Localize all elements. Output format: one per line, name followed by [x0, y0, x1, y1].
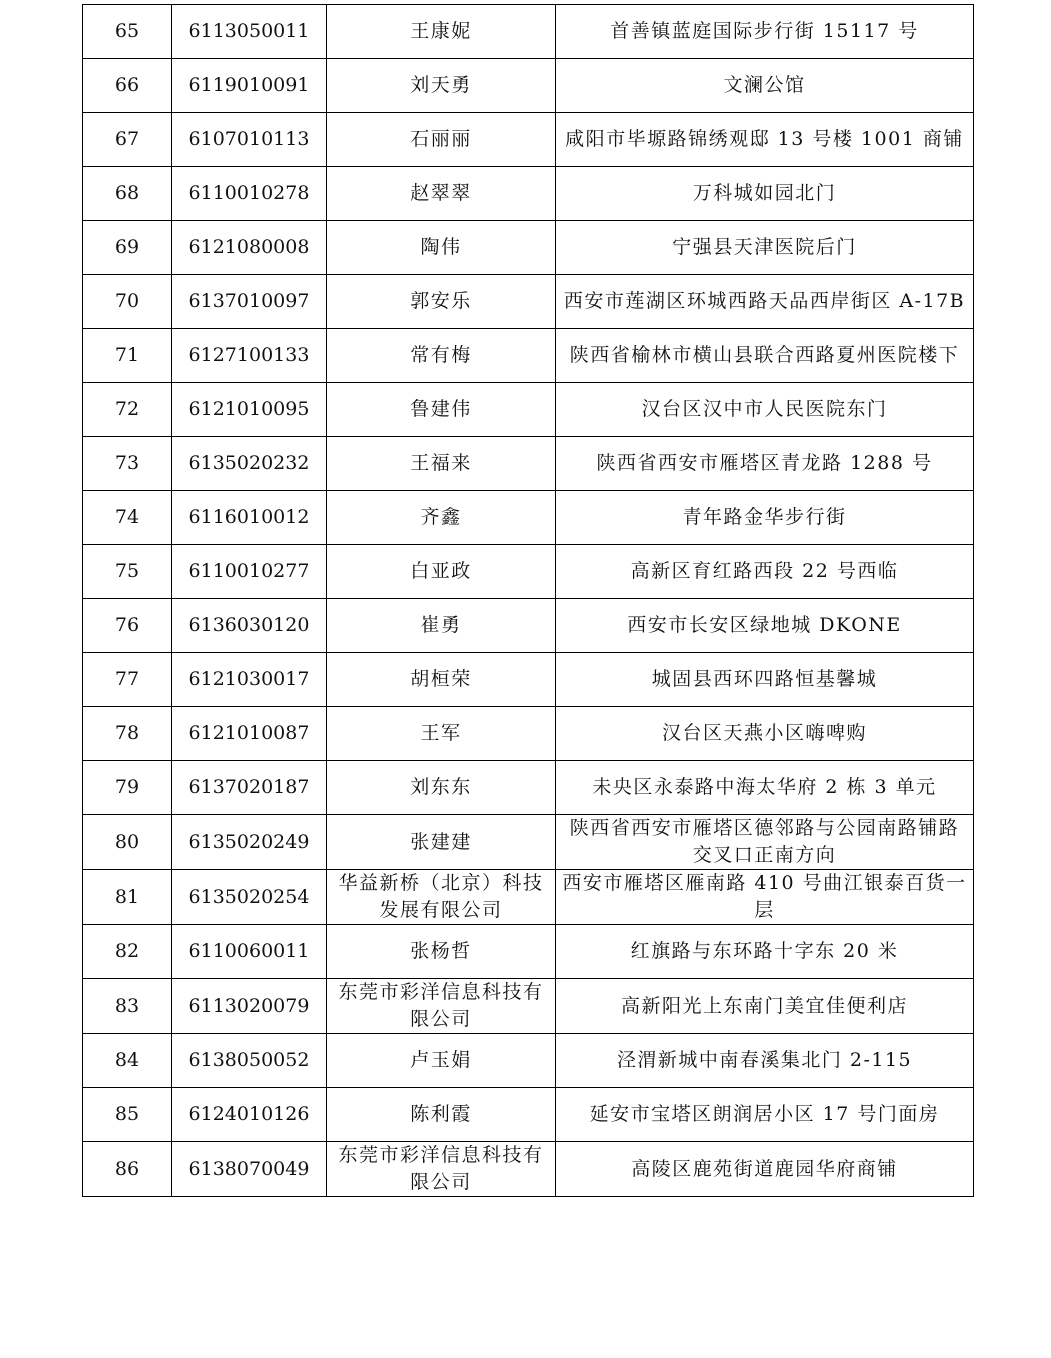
name-cell: 华益新桥（北京）科技发展有限公司 [327, 870, 556, 925]
row-number-cell: 82 [83, 925, 172, 979]
table-row [83, 329, 974, 383]
name-cell: 陶伟 [327, 221, 556, 275]
address-cell: 西安市莲湖区环城西路天品西岸街区 A-17B [556, 275, 974, 329]
name-cell: 石丽丽 [327, 113, 556, 167]
table-row [83, 870, 974, 925]
code-cell: 6113020079 [172, 979, 327, 1034]
code-cell: 6110060011 [172, 925, 327, 979]
address-cell: 高新区育红路西段 22 号西临 [556, 545, 974, 599]
table-row [83, 979, 974, 1034]
address-cell: 青年路金华步行街 [556, 491, 974, 545]
table-row [83, 1034, 974, 1088]
name-cell: 胡桓荣 [327, 653, 556, 707]
name-cell: 张建建 [327, 815, 556, 870]
row-number-cell: 78 [83, 707, 172, 761]
table-row [83, 707, 974, 761]
address-cell: 咸阳市毕塬路锦绣观邸 13 号楼 1001 商铺 [556, 113, 974, 167]
address-cell: 城固县西环四路恒基馨城 [556, 653, 974, 707]
code-cell: 6137020187 [172, 761, 327, 815]
row-number-cell: 81 [83, 870, 172, 925]
name-cell: 刘东东 [327, 761, 556, 815]
table-row [83, 545, 974, 599]
name-cell: 张杨哲 [327, 925, 556, 979]
name-cell: 东莞市彩洋信息科技有限公司 [327, 1142, 556, 1197]
roster-table [82, 4, 974, 1197]
address-cell: 万科城如园北门 [556, 167, 974, 221]
table-row [83, 5, 974, 59]
code-cell: 6136030120 [172, 599, 327, 653]
row-number-cell: 77 [83, 653, 172, 707]
row-number-cell: 67 [83, 113, 172, 167]
table-row [83, 1142, 974, 1197]
row-number-cell: 80 [83, 815, 172, 870]
code-cell: 6113050011 [172, 5, 327, 59]
table-row [83, 925, 974, 979]
name-cell: 陈利霞 [327, 1088, 556, 1142]
code-cell: 6121080008 [172, 221, 327, 275]
address-cell: 未央区永泰路中海太华府 2 栋 3 单元 [556, 761, 974, 815]
row-number-cell: 76 [83, 599, 172, 653]
address-cell: 汉台区天燕小区嗨啤购 [556, 707, 974, 761]
code-cell: 6135020249 [172, 815, 327, 870]
table-row [83, 383, 974, 437]
name-cell: 王福来 [327, 437, 556, 491]
code-cell: 6138050052 [172, 1034, 327, 1088]
row-number-cell: 85 [83, 1088, 172, 1142]
name-cell: 白亚政 [327, 545, 556, 599]
address-cell: 高陵区鹿苑街道鹿园华府商铺 [556, 1142, 974, 1197]
row-number-cell: 68 [83, 167, 172, 221]
roster-table-body [83, 5, 974, 1197]
table-row [83, 437, 974, 491]
table-row [83, 59, 974, 113]
row-number-cell: 84 [83, 1034, 172, 1088]
code-cell: 6121010087 [172, 707, 327, 761]
address-cell: 汉台区汉中市人民医院东门 [556, 383, 974, 437]
code-cell: 6127100133 [172, 329, 327, 383]
address-cell: 泾渭新城中南春溪集北门 2-115 [556, 1034, 974, 1088]
table-row [83, 113, 974, 167]
name-cell: 刘天勇 [327, 59, 556, 113]
name-cell: 卢玉娟 [327, 1034, 556, 1088]
address-cell: 西安市雁塔区雁南路 410 号曲江银泰百货一层 [556, 870, 974, 925]
address-cell: 陕西省西安市雁塔区德邻路与公园南路铺路交叉口正南方向 [556, 815, 974, 870]
address-cell: 延安市宝塔区朗润居小区 17 号门面房 [556, 1088, 974, 1142]
table-row [83, 599, 974, 653]
code-cell: 6107010113 [172, 113, 327, 167]
name-cell: 王军 [327, 707, 556, 761]
code-cell: 6116010012 [172, 491, 327, 545]
table-row [83, 275, 974, 329]
code-cell: 6138070049 [172, 1142, 327, 1197]
table-row [83, 1088, 974, 1142]
code-cell: 6135020232 [172, 437, 327, 491]
address-cell: 陕西省西安市雁塔区青龙路 1288 号 [556, 437, 974, 491]
row-number-cell: 73 [83, 437, 172, 491]
code-cell: 6110010278 [172, 167, 327, 221]
address-cell: 西安市长安区绿地城 DKONE [556, 599, 974, 653]
code-cell: 6124010126 [172, 1088, 327, 1142]
table-row [83, 167, 974, 221]
name-cell: 王康妮 [327, 5, 556, 59]
row-number-cell: 74 [83, 491, 172, 545]
code-cell: 6121010095 [172, 383, 327, 437]
row-number-cell: 69 [83, 221, 172, 275]
code-cell: 6137010097 [172, 275, 327, 329]
row-number-cell: 71 [83, 329, 172, 383]
code-cell: 6119010091 [172, 59, 327, 113]
name-cell: 常有梅 [327, 329, 556, 383]
name-cell: 鲁建伟 [327, 383, 556, 437]
address-cell: 陕西省榆林市横山县联合西路夏州医院楼下 [556, 329, 974, 383]
name-cell: 东莞市彩洋信息科技有限公司 [327, 979, 556, 1034]
row-number-cell: 66 [83, 59, 172, 113]
name-cell: 崔勇 [327, 599, 556, 653]
name-cell: 赵翠翠 [327, 167, 556, 221]
name-cell: 齐鑫 [327, 491, 556, 545]
row-number-cell: 70 [83, 275, 172, 329]
address-cell: 文澜公馆 [556, 59, 974, 113]
row-number-cell: 83 [83, 979, 172, 1034]
row-number-cell: 65 [83, 5, 172, 59]
code-cell: 6121030017 [172, 653, 327, 707]
address-cell: 宁强县天津医院后门 [556, 221, 974, 275]
address-cell: 红旗路与东环路十字东 20 米 [556, 925, 974, 979]
row-number-cell: 79 [83, 761, 172, 815]
table-row [83, 491, 974, 545]
name-cell: 郭安乐 [327, 275, 556, 329]
address-cell: 高新阳光上东南门美宜佳便利店 [556, 979, 974, 1034]
address-cell: 首善镇蓝庭国际步行街 15117 号 [556, 5, 974, 59]
code-cell: 6110010277 [172, 545, 327, 599]
table-row [83, 815, 974, 870]
table-row [83, 221, 974, 275]
table-row [83, 653, 974, 707]
row-number-cell: 72 [83, 383, 172, 437]
table-row [83, 761, 974, 815]
row-number-cell: 75 [83, 545, 172, 599]
code-cell: 6135020254 [172, 870, 327, 925]
row-number-cell: 86 [83, 1142, 172, 1197]
